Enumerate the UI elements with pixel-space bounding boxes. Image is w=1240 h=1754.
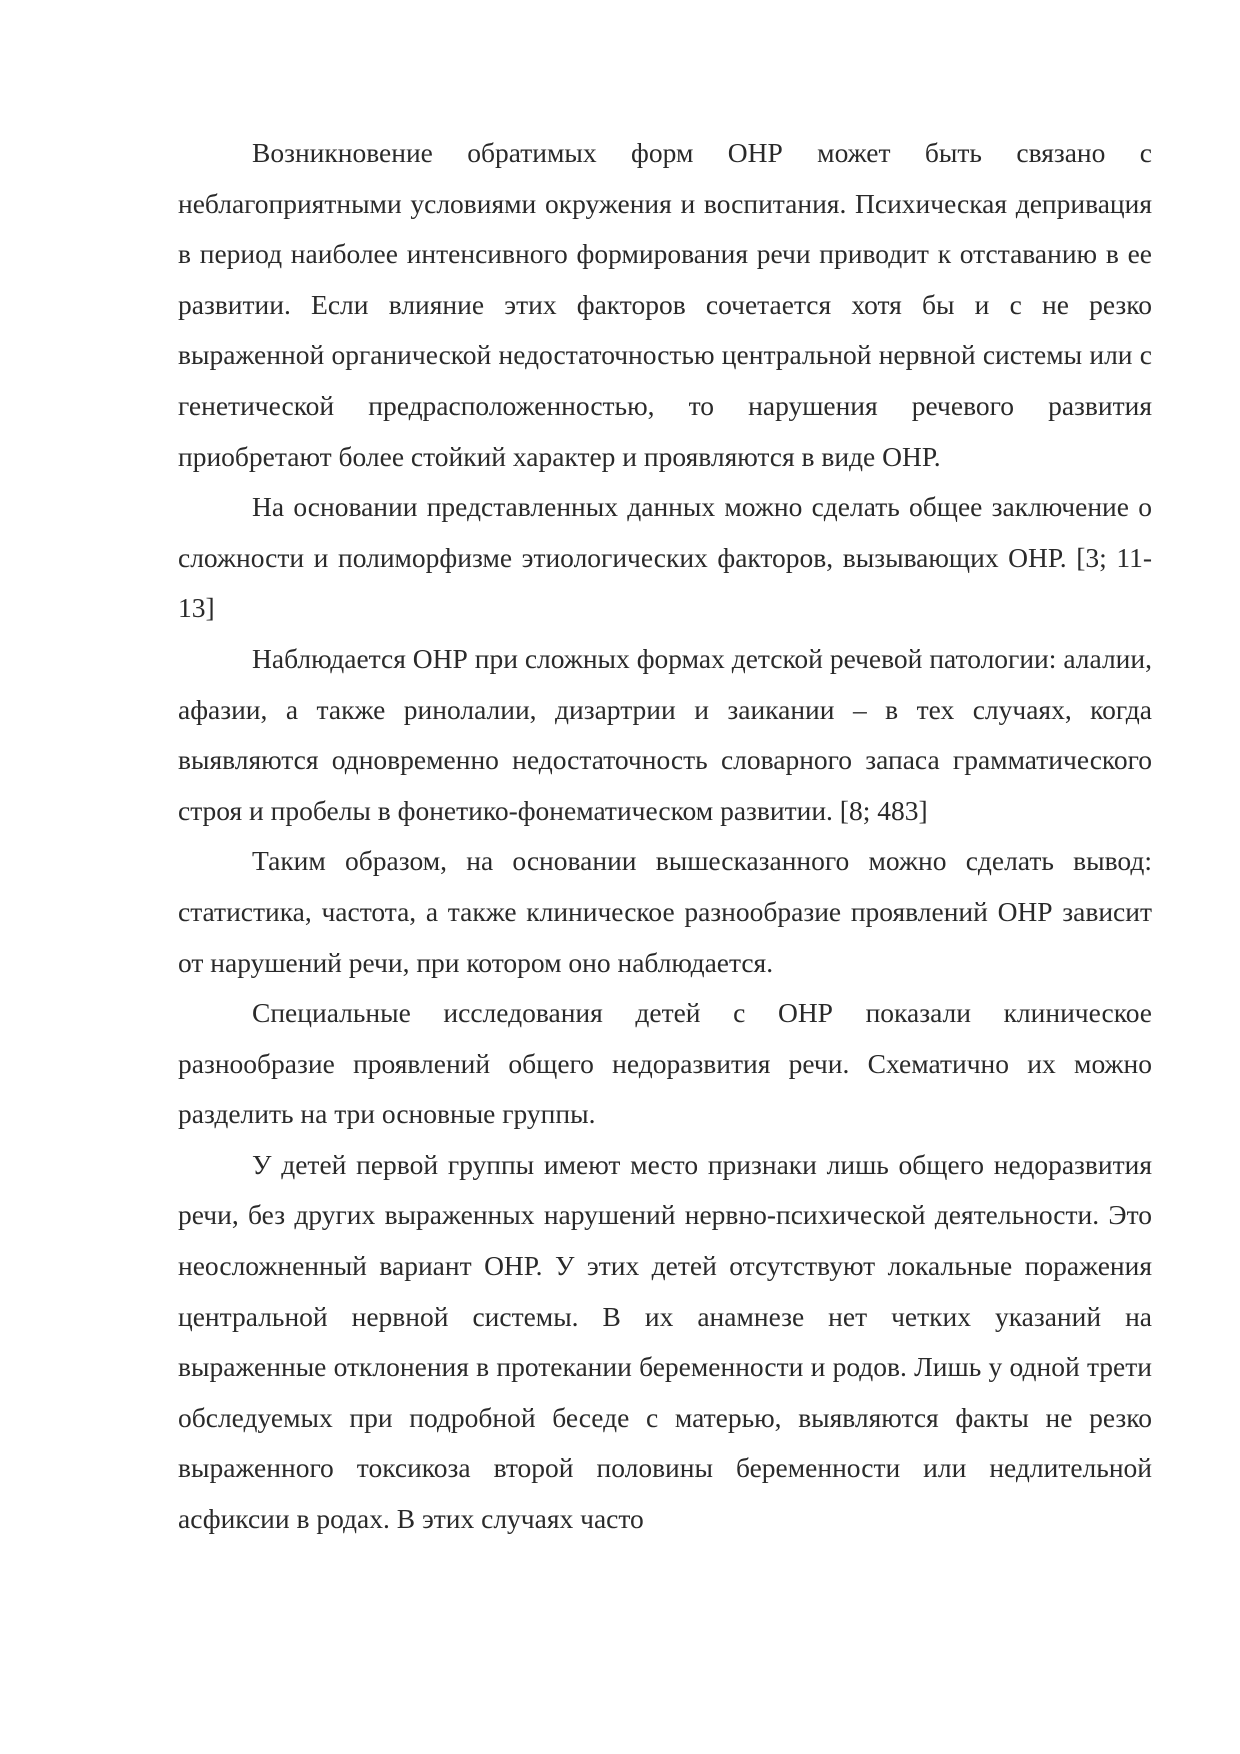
text-body	[178, 128, 1152, 1545]
paragraph-etiology-conclusion: На основании представленных данных можно сделать общее заключение о сложности и полиморфизме этиологических факторов, вызывающих ОНР. [3; 11-13]	[178, 491, 1152, 624]
paragraph-complex-pathology: Наблюдается ОНР при сложных формах детской речевой патологии: алалии, афазии, а также ринолалии, дизартрии и заикании – в тех случаях, когда выявляются одновременно недостаточность словарного запаса грамматического строя и пробелы в фонетико-фонематическом развитии. [8; 483]	[178, 642, 1152, 826]
paragraph-conclusion: Таким образом, на основании вышесказанного можно сделать вывод: статистика, частота, а также клиническое разнообразие проявлений ОНР зависит от нарушений речи, при котором оно наблюдается.	[178, 845, 1152, 978]
paragraph-first-group: У детей первой группы имеют место признаки лишь общего недоразвития речи, без других выраженных нарушений нервно-психической деятельности. Это неосложненный вариант ОНР. У этих детей отсутствуют локальные поражения центральной нервной системы. В их анамнезе нет четких указаний на выраженные отклонения в протекании беременности и родов. Лишь у одной трети обследуемых при подробной беседе с матерью, выявляются факты не резко выраженного токсикоза второй половины беременности или недлительной асфиксии в родах. В этих случаях часто	[178, 1148, 1152, 1535]
paragraph-special-studies: Специальные исследования детей с ОНР показали клиническое разнообразие проявлений общего недоразвития речи. Схематично их можно разделить на три основные группы.	[178, 997, 1152, 1130]
paragraph-reversible-forms: Возникновение обратимых форм ОНР может быть связано с неблагоприятными условиями окружения и воспитания. Психическая депривация в период наиболее интенсивного формирования речи приводит к отставанию в ее развитии. Если влияние этих факторов сочетается хотя бы и с не резко выраженной органической недостаточностью центральной нервной системы или с генетической предрасположенностью, то нарушения речевого развития приобретают более стойкий характер и проявляются в виде ОНР.	[178, 137, 1152, 472]
